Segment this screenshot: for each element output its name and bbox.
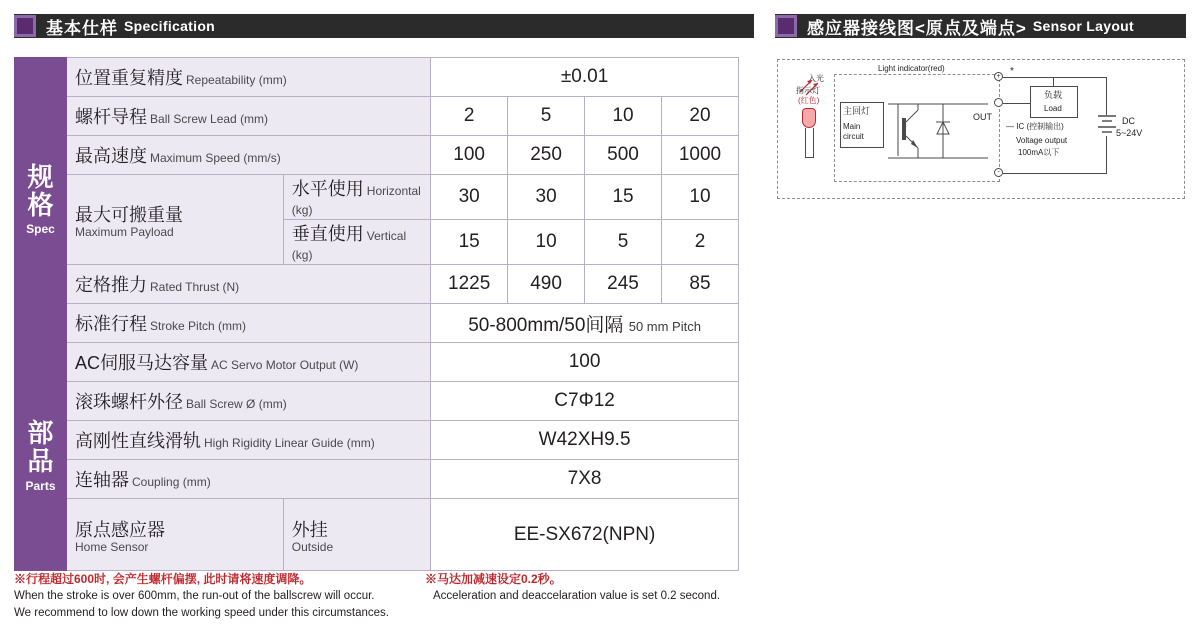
row-label-thrust-en: Rated Thrust (N) — [150, 280, 240, 294]
row-value-max-speed-1: 100 — [431, 136, 508, 175]
note-left-cn: ※行程超过600时, 会产生螺杆偏摆, 此时请将速度调降。 — [14, 572, 312, 586]
terminal-out — [994, 98, 1003, 107]
wire-dc-bottom — [1106, 136, 1107, 174]
row-label-max-speed — [67, 136, 431, 175]
row-label-repeatability — [67, 58, 431, 97]
row-sublabel-vertical — [283, 220, 430, 265]
row-label-stroke-cn: 标准行程 — [75, 314, 148, 334]
spec-header-title-en: Specification — [124, 18, 216, 34]
table-row — [15, 421, 739, 460]
ic-output-label: — IC (控制输出) — [1006, 122, 1064, 131]
row-value-home-sensor: EE-SX672(NPN) — [431, 499, 739, 571]
row-sublabel-horizontal-cn: 水平使用 — [291, 179, 364, 199]
note-right — [425, 571, 755, 605]
row-label-ballscrew — [67, 382, 431, 421]
side-label-parts-en: Parts — [25, 478, 56, 493]
table-row — [15, 97, 739, 136]
row-label-lead-cn: 螺杆导程 — [75, 107, 148, 127]
row-value-horizontal-1: 30 — [431, 175, 508, 220]
row-value-stroke-main: 50-800mm/50间隔 — [468, 314, 624, 336]
row-value-thrust-3: 245 — [585, 265, 662, 304]
row-label-ballscrew-cn: 滚珠螺杆外径 — [75, 392, 184, 412]
note-left-en-2: We recommend to low down the working speed under this circumstances. — [14, 607, 389, 620]
row-value-vertical-2: 10 — [508, 220, 585, 265]
sensor-header-title-en: Sensor Layout — [1032, 18, 1135, 34]
row-value-thrust-2: 490 — [508, 265, 585, 304]
voltage-output-label-2: 100mA以下 — [1018, 148, 1060, 157]
row-label-repeatability-en: Repeatability (mm) — [186, 73, 287, 87]
main-circuit-label-en-2: circuit — [843, 132, 864, 141]
row-label-home-sensor-cn: 原点感应器 — [75, 519, 166, 540]
wire-dc-top — [1106, 77, 1107, 115]
row-label-repeatability-cn: 位置重复精度 — [75, 68, 184, 88]
dc-label: DC — [1122, 116, 1135, 126]
sensor-section-header — [775, 14, 1186, 38]
led-lead-right — [813, 128, 814, 158]
table-row — [15, 136, 739, 175]
row-label-stroke-en: Stroke Pitch (mm) — [150, 319, 247, 333]
row-label-thrust — [67, 265, 431, 304]
note-right-en: Acceleration and deaccelaration value is set 0.2 second. — [433, 590, 721, 603]
led-lead-left — [805, 128, 806, 158]
row-label-max-speed-en: Maximum Speed (mm/s) — [150, 151, 281, 165]
row-sublabel-vertical-en: Vertical (kg) — [291, 229, 407, 262]
specification-table — [14, 57, 739, 571]
row-value-stroke — [431, 304, 739, 343]
row-label-lead — [67, 97, 431, 136]
wire-out — [1003, 103, 1033, 104]
table-row — [15, 460, 739, 499]
row-value-stroke-sub: 50 mm Pitch — [628, 318, 701, 334]
row-sublabel-vertical-cn: 垂直使用 — [291, 224, 364, 244]
row-label-guide — [67, 421, 431, 460]
row-value-motor: 100 — [431, 343, 739, 382]
row-sublabel-outside — [283, 499, 430, 571]
row-value-coupling: 7X8 — [431, 460, 739, 499]
row-value-lead-4: 20 — [661, 97, 738, 136]
light-indicator-label: Light indicator(red) — [878, 64, 945, 73]
row-value-thrust-1: 1225 — [431, 265, 508, 304]
row-label-motor — [67, 343, 431, 382]
row-label-payload — [67, 175, 284, 265]
table-row — [15, 343, 739, 382]
main-circuit-label-en-1: Main — [843, 122, 861, 131]
terminal-minus: - — [994, 168, 1003, 177]
terminal-star: * — [1010, 66, 1014, 77]
sensor-layout-diagram — [777, 59, 1185, 199]
row-label-guide-cn: 高刚性直线滑轨 — [75, 431, 202, 451]
table-row — [15, 58, 739, 97]
row-value-horizontal-3: 15 — [585, 175, 662, 220]
row-label-max-speed-cn: 最高速度 — [75, 146, 148, 166]
table-row — [15, 304, 739, 343]
table-row — [15, 499, 739, 571]
table-row — [15, 265, 739, 304]
row-value-lead-3: 10 — [585, 97, 662, 136]
row-label-thrust-cn: 定格推力 — [75, 275, 148, 295]
main-circuit-label-cn: 主回灯 — [843, 106, 871, 116]
wire-minus-bottom — [1003, 173, 1107, 174]
row-value-vertical-1: 15 — [431, 220, 508, 265]
row-value-horizontal-2: 30 — [508, 175, 585, 220]
row-label-stroke — [67, 304, 431, 343]
load-label-en: Load — [1044, 104, 1062, 113]
row-sublabel-outside-en: Outside — [291, 539, 334, 554]
table-row — [15, 382, 739, 421]
side-label-spec — [15, 58, 67, 343]
sensor-header-square-icon — [775, 15, 797, 37]
row-value-ballscrew: C7Φ12 — [431, 382, 739, 421]
side-label-spec-cn: 规格 — [27, 161, 54, 220]
row-label-motor-cn: AC伺服马达容量 — [75, 353, 209, 373]
led-body-icon — [802, 108, 816, 128]
row-label-home-sensor — [67, 499, 284, 571]
row-value-repeatability: ±0.01 — [431, 58, 739, 97]
row-value-vertical-4: 2 — [661, 220, 738, 265]
spec-header-square-icon — [14, 15, 36, 37]
sensor-header-title-cn: 感应器接线图<原点及端点> — [807, 18, 1027, 38]
wire-load-top — [1053, 77, 1054, 87]
row-sublabel-horizontal-en: Horizontal (kg) — [291, 184, 421, 217]
row-label-ballscrew-en: Ball Screw Ø (mm) — [186, 397, 287, 411]
row-label-payload-cn: 最大可搬重量 — [75, 204, 184, 225]
row-value-max-speed-3: 500 — [585, 136, 662, 175]
spec-section-header — [14, 14, 754, 38]
row-value-lead-1: 2 — [431, 97, 508, 136]
led-label-cn-2: 指示灯 — [796, 86, 820, 95]
led-label-cn-1: 入光 — [808, 74, 824, 83]
row-value-thrust-4: 85 — [661, 265, 738, 304]
load-label-cn: 负载 — [1044, 90, 1063, 100]
spec-header-title-cn: 基本仕样 — [46, 18, 118, 38]
row-label-payload-en: Maximum Payload — [75, 224, 174, 239]
row-label-coupling — [67, 460, 431, 499]
note-left-en-1: When the stroke is over 600mm, the run-out of the ballscrew will occur. — [14, 590, 375, 603]
side-label-parts-cn: 部品 — [27, 418, 54, 476]
row-value-lead-2: 5 — [508, 97, 585, 136]
row-value-guide: W42XH9.5 — [431, 421, 739, 460]
row-sublabel-outside-cn: 外挂 — [291, 519, 328, 540]
row-label-lead-en: Ball Screw Lead (mm) — [150, 112, 269, 126]
row-value-max-speed-4: 1000 — [661, 136, 738, 175]
side-label-parts — [15, 343, 67, 571]
note-left — [14, 571, 414, 622]
row-label-coupling-en: Coupling (mm) — [132, 475, 211, 489]
row-label-home-sensor-en: Home Sensor — [75, 539, 149, 554]
voltage-output-label-1: Voltage output — [1016, 136, 1068, 145]
terminal-out-label: OUT — [973, 112, 992, 122]
wire-plus-top — [1003, 77, 1107, 78]
row-sublabel-horizontal — [283, 175, 430, 220]
row-label-coupling-cn: 连轴器 — [75, 470, 130, 490]
row-value-max-speed-2: 250 — [508, 136, 585, 175]
led-lead-bottom — [805, 157, 814, 158]
row-label-motor-en: AC Servo Motor Output (W) — [211, 358, 359, 372]
transistor-diode-symbols — [888, 100, 998, 166]
side-label-spec-en: Spec — [26, 222, 55, 237]
terminal-plus: + — [994, 72, 1003, 81]
dc-value: 5~24V — [1116, 128, 1143, 138]
row-value-horizontal-4: 10 — [661, 175, 738, 220]
row-label-guide-en: High Rigidity Linear Guide (mm) — [204, 436, 375, 450]
row-value-vertical-3: 5 — [585, 220, 662, 265]
note-right-cn: ※马达加减速设定0.2秒。 — [425, 572, 562, 586]
led-label-cn-3: (红色) — [798, 96, 820, 105]
table-row — [15, 175, 739, 220]
